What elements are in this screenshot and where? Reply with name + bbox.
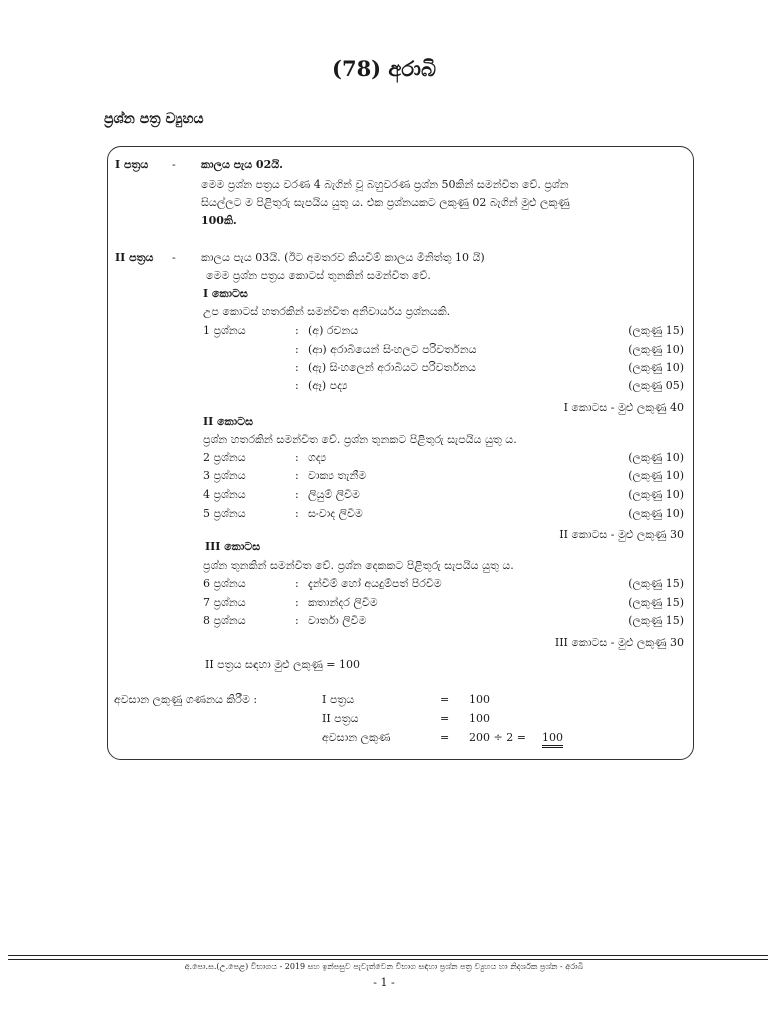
part2-item-colon: : [295,451,299,464]
paper2-time: කාලය පැය 03යි. (ඊට අමතරව කියවීම් කාලය මිනිත්තු 10 යි) [201,251,485,264]
part3-item-name: වාර්තා ලිවීම [308,614,367,627]
part2-total: II කොටස - මුළු ලකුණු 30 [559,528,684,541]
part2-item-name: වාක්‍ය තැනීම [308,469,367,482]
part1-item-name: (ආ) අරාබියෙන් සිංහලට පරිවර්තනය [308,343,477,356]
part1-desc: උප කොටස් හතරකින් සමන්විත අනිවාර්යය ප්‍රශ්නයකි. [203,305,451,318]
paper2-total: II පත්‍රය සඳහා මුළු ලකුණු = 100 [205,658,360,671]
part2-question-label: 4 ප්‍රශ්නය [203,488,246,501]
part1-item-marks: (ලකුණු 05) [628,379,684,392]
part3-question-label: 7 ප්‍රශ්නය [203,596,246,609]
part3-item-name: කතාන්දර ලිවීම [308,596,378,609]
final-row-value: 200 ÷ 2 = [469,731,526,744]
part2-question-label: 2 ප්‍රශ්නය [203,451,246,464]
final-result: 100 [542,731,563,748]
final-row-value: 100 [469,712,490,725]
paper1-desc-line2: සියල්ලට ම පිළිතුරු සැපයිය යුතු ය. එක ප්‍රශ්නයකට ලකුණු 02 බැගින් මුළු ලකුණු [201,196,570,209]
part1-item-marks: (ලකුණු 10) [628,343,684,356]
part3-question-label: 8 ප්‍රශ්නය [203,614,246,627]
part2-question-label: 3 ප්‍රශ්නය [203,469,246,482]
final-row-name: අවසාන ලකුණ [322,731,391,744]
paper1-time: කාලය පැය 02යි. [201,158,283,171]
part3-item-name: දැන්වීම් හෝ අයදුම්පත් පිරවීම [308,577,442,590]
paper2-desc: මෙම ප්‍රශ්න පත්‍රය කොටස් තුනකින් සමන්විත වේ. [206,269,431,282]
paper2-dash: - [172,251,176,264]
part1-item-name: (අ) රචනය [308,324,359,337]
part2-item-name: ගද්‍ය [308,451,327,464]
part2-item-colon: : [295,507,299,520]
final-row-equals: = [440,693,450,706]
part1-item-colon: : [295,343,299,356]
part3-total: III කොටස - මුළු ලකුණු 30 [554,636,684,649]
part1-item-colon: : [295,361,299,374]
part2-item-marks: (ලකුණු 10) [628,451,684,464]
part3-question-label: 6 ප්‍රශ්නය [203,577,246,590]
part3-title: III කොටස [205,540,261,553]
part3-item-colon: : [295,614,299,627]
final-row-value: 100 [469,693,490,706]
part1-item-colon: : [295,324,299,337]
part3-desc: ප්‍රශ්න තුනකින් සමන්විත වේ. ප්‍රශ්න දෙකකට පිළිතුරු සැපයිය යුතු ය. [203,559,514,572]
part2-item-colon: : [295,488,299,501]
part3-item-marks: (ලකුණු 15) [628,577,684,590]
part1-item-marks: (ලකුණු 10) [628,361,684,374]
final-row-name: II පත්‍රය [322,712,359,725]
part1-item-colon: : [295,379,299,392]
final-row-equals: = [440,731,450,744]
part1-item-marks: (ලකුණු 15) [628,324,684,337]
part3-item-marks: (ලකුණු 15) [628,614,684,627]
part1-item-name: (ඈ) පද්‍ය [308,379,348,392]
part3-item-colon: : [295,596,299,609]
paper1-desc-line3: 100කි. [201,214,237,227]
paper1-dash: - [172,158,176,171]
document-title: (78) අරාබි [332,56,436,81]
part3-item-marks: (ලකුණු 15) [628,596,684,609]
part1-title: I කොටස [203,287,248,300]
part2-item-name: සංවාද ලිවීම [308,507,363,520]
footer-rule-top [8,955,768,956]
part1-question-label: 1 ප්‍රශ්නය [203,324,246,337]
part2-title: II කොටස [203,415,253,428]
part2-item-marks: (ලකුණු 10) [628,469,684,482]
part2-item-marks: (ලකුණු 10) [628,488,684,501]
part2-item-name: ලියුම් ලිවීම [308,488,360,501]
final-calc-label: අවසාන ලකුණු ගණනය කිරීම : [114,693,258,706]
section-heading: ප්‍රශ්න පත්‍ර ව්‍යුහය [104,111,204,127]
part2-item-marks: (ලකුණු 10) [628,507,684,520]
part1-total: I කොටස - මුළු ලකුණු 40 [563,401,684,414]
paper1-desc-line1: මෙම ප්‍රශ්න පත්‍රය වරණ 4 බැගින් වූ බහුවරණ ප්‍රශ්න 50කින් සමන්විත වේ. ප්‍රශ්න [201,178,569,191]
part2-item-colon: : [295,469,299,482]
part1-item-name: (ඇ) සිංහලෙන් අරාබියට පරිවර්තනය [308,361,476,374]
final-row-equals: = [440,712,450,725]
footer-text: අ.පො.ස.(උ.පෙළ) විභාගය - 2019 සහ ඉන්පසුව පැවැත්වෙන විභාග සඳහා ප්‍රශ්න පත්‍ර ව්‍යුහය හා නිදර්ශක ප්‍රශ්න - අරාබි [184,962,584,971]
paper2-label: II පත්‍රය [115,251,154,264]
final-row-name: I පත්‍රය [322,693,355,706]
footer-rule-bottom [8,959,768,960]
part2-question-label: 5 ප්‍රශ්නය [203,507,246,520]
page-number: - 1 - [373,976,395,989]
structure-box [107,146,694,760]
part2-desc: ප්‍රශ්න හතරකින් සමන්විත වේ. ප්‍රශ්න තුනකට පිළිතුරු සැපයිය යුතු ය. [203,433,517,446]
paper1-label: I පත්‍රය [115,158,149,171]
part3-item-colon: : [295,577,299,590]
